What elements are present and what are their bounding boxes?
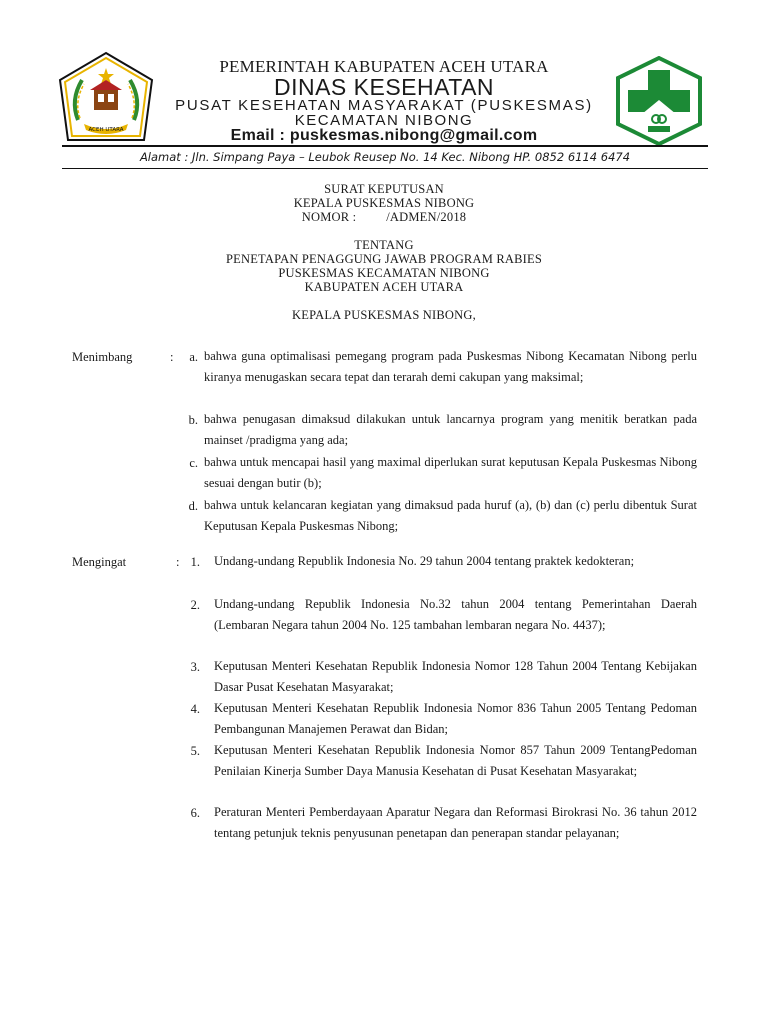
menimbang-item-mark: b. [188,413,198,427]
menimbang-colon: : [170,350,174,364]
menimbang-item-mark: c. [189,456,198,470]
mengingat-item-text: Undang-undang Republik Indonesia No.32 tahun 2004 tentang Pemerintahan Daerah (Lembaran Negara tahun 2004 No. 125 tambahan lembaran negara No. 4437); [214,597,697,633]
mengingat-item-mark: 3. [190,660,200,674]
subject-line-1: PENETAPAN PENAGGUNG JAWAB PROGRAM RABIES [226,252,542,266]
menimbang-item-text: bahwa guna optimalisasi pemegang program pada Puskesmas Nibong Kecamatan Nibong perlu kiranya menugaskan secara tepat dan terarah demi cakupan yang maksimal; [204,349,697,385]
document-number: NOMOR : /ADMEN/2018 [301,210,467,224]
menimbang-item-text: bahwa penugasan dimaksud dilakukan untuk lancarnya program yang menitik beratkan pada mainset /pradigma yang ada; [204,412,697,448]
address-divider [62,168,708,169]
mengingat-label: Mengingat [72,555,127,569]
puskesmas-logo [612,56,706,146]
menimbang-item-text: bahwa untuk kelancaran kegiatan yang dimaksud pada huruf (a), (b) dan (c) perlu dibentuk Surat Keputusan Kepala Puskesmas Nibong; [204,498,697,534]
letterhead-divider [62,145,708,147]
mengingat-item-mark: 1. [190,555,200,569]
menimbang-item-mark: d. [188,499,198,513]
aceh-utara-seal-logo [56,50,156,150]
district-name: KECAMATAN NIBONG [294,112,474,129]
mengingat-item-text: Keputusan Menteri Kesehatan Republik Indonesia Nomor 857 Tahun 2009 TentangPedoman Penilaian Kinerja Sumber Daya Manusia Kesehatan di Pusat Kesehatan Masyarakat; [214,743,697,779]
agency-name: DINAS KESEHATAN [273,74,495,100]
institution-name: PUSAT KESEHATAN MASYARAKAT (PUSKESMAS) [175,97,593,114]
mengingat-item-mark: 2. [190,598,200,612]
mengingat-item-mark: 4. [190,702,200,716]
issuer-declaration: KEPALA PUSKESMAS NIBONG, [292,308,476,322]
mengingat-item-mark: 6. [190,806,200,820]
mengingat-item-text: Peraturan Menteri Pemberdayaan Aparatur Negara dan Reformasi Birokrasi No. 36 tahun 2012 tentang petunjuk teknis penyusunan penetapan dan penerapan standar pelayanan; [214,805,697,841]
mengingat-item-text: Undang-undang Republik Indonesia No. 29 tahun 2004 tentang praktek kedokteran; [214,554,635,568]
office-address: Alamat : Jln. Simpang Paya – Leubok Reusep No. 14 Kec. Nibong HP. 0852 6114 6474 [139,150,631,164]
menimbang-item-mark: a. [189,350,198,364]
menimbang-item-text: bahwa untuk mencapai hasil yang maximal diperlukan surat keputusan Kepala Puskesmas Nibong sesuai dengan butir (b); [204,455,697,491]
tentang-heading: TENTANG [354,238,414,252]
mengingat-item-text: Keputusan Menteri Kesehatan Republik Indonesia Nomor 836 Tahun 2005 Tentang Pedoman Pembangunan Manajemen Perawat dan Bidan; [214,701,697,737]
seal-caption: ACEH UTARA [88,127,124,133]
mengingat-item-text: Keputusan Menteri Kesehatan Republik Indonesia Nomor 128 Tahun 2004 Tentang Kebijakan Dasar Pusat Kesehatan Masyarakat; [214,659,697,695]
issuer-title: KEPALA PUSKESMAS NIBONG [293,196,475,210]
mengingat-colon: : [176,555,180,569]
menimbang-label: Menimbang [72,350,133,364]
mengingat-item-mark: 5. [190,744,200,758]
government-name: PEMERINTAH KABUPATEN ACEH UTARA [219,57,549,76]
subject-line-3: KABUPATEN ACEH UTARA [304,280,464,294]
email-line: Email : puskesmas.nibong@gmail.com [230,127,538,144]
document-type: SURAT KEPUTUSAN [324,182,444,196]
subject-line-2: PUSKESMAS KECAMATAN NIBONG [278,266,490,280]
